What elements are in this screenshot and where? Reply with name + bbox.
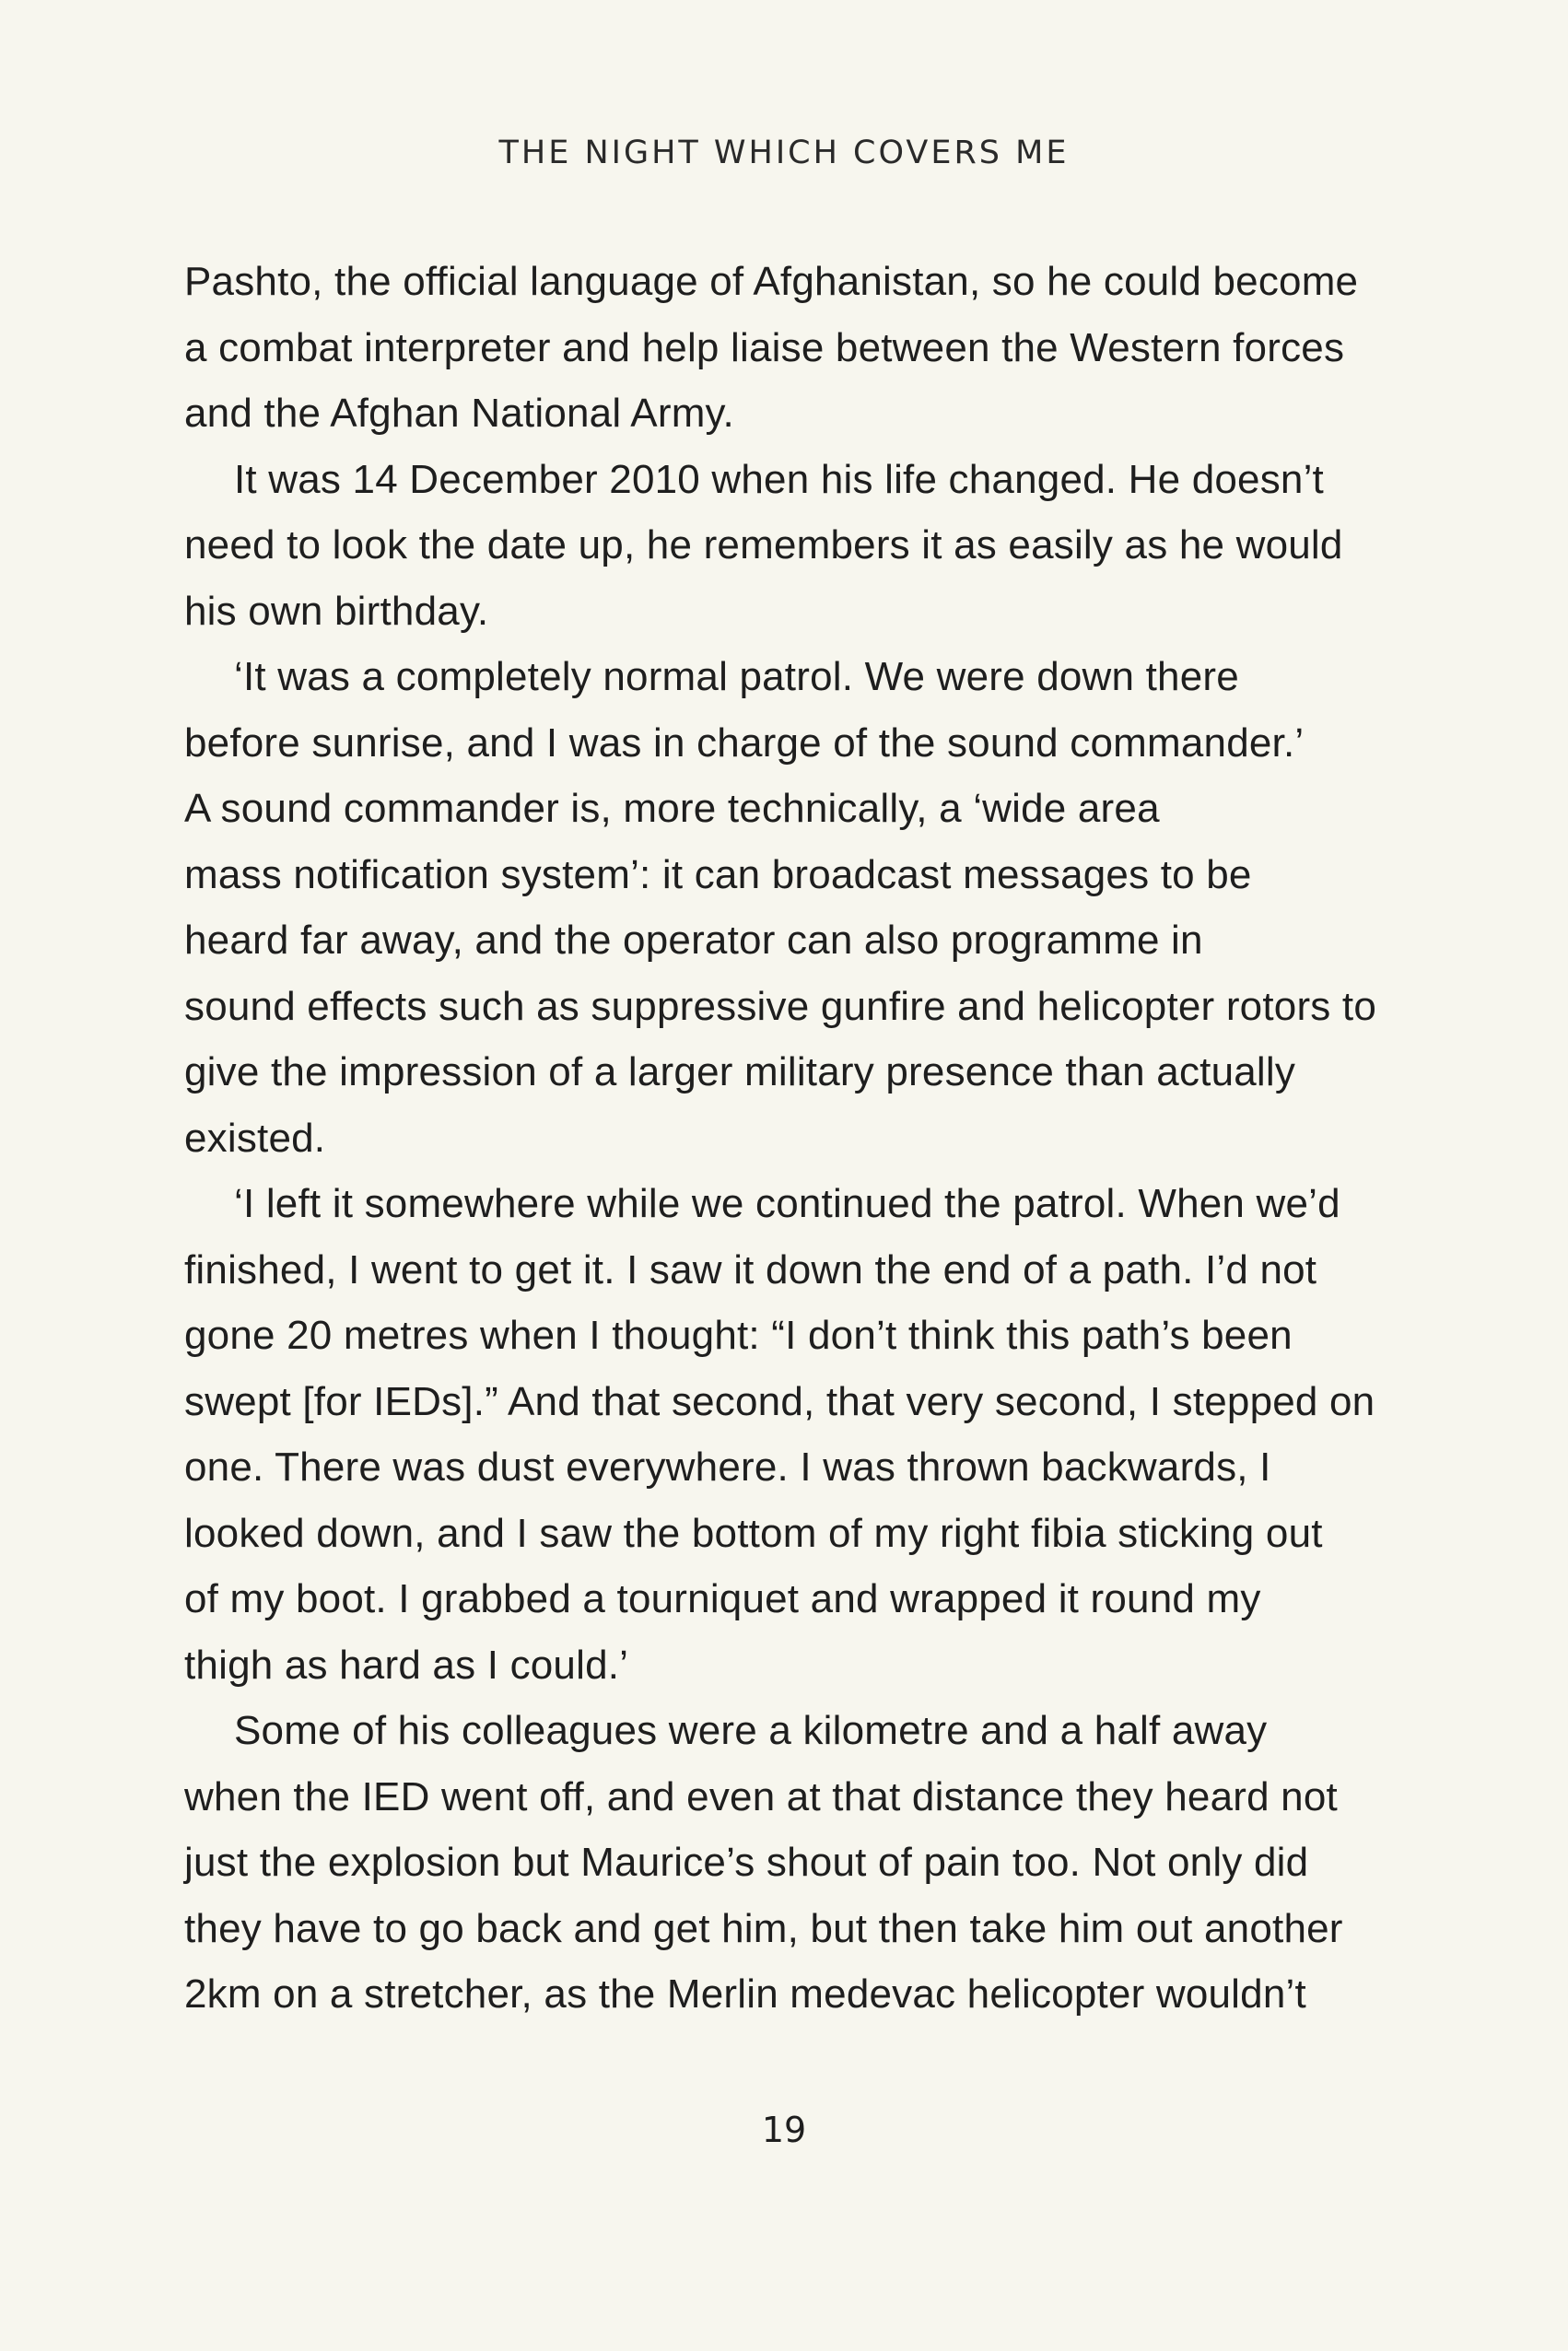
text-line: when the IED went off, and even at that distance they heard not [184, 1773, 1338, 1819]
text-line: looked down, and I saw the bottom of my right fibia sticking out [184, 1510, 1323, 1556]
text-line: sound effects such as suppressive gunfire and helicopter rotors to [184, 983, 1377, 1029]
text-line: and the Afghan National Army. [184, 391, 734, 436]
text-line: give the impression of a larger military presence than actually [184, 1049, 1296, 1094]
text-line: It was 14 December 2010 when his life changed. He doesn’t [234, 456, 1324, 502]
text-line: before sunrise, and I was in charge of the sound commander.’ [184, 719, 1305, 766]
text-line: existed. [184, 1115, 326, 1161]
text-line: thigh as hard as I could.’ [184, 1642, 629, 1688]
text-line: a combat interpreter and help liaise between the Western forces [184, 324, 1345, 370]
body-text [184, 249, 1391, 2028]
text-line: A sound commander is, more technically, a ‘wide area [184, 786, 1160, 831]
running-head: THE NIGHT WHICH COVERS ME [498, 135, 1070, 171]
text-line: ‘I left it somewhere while we continued the patrol. When we’d [234, 1181, 1340, 1226]
text-line: just the explosion but Maurice’s shout of pain too. Not only did [184, 1840, 1309, 1885]
text-line: swept [for IEDs].” And that second, that very second, I stepped on [184, 1378, 1375, 1424]
text-line: ‘It was a completely normal patrol. We were down there [234, 654, 1239, 699]
page-number: 19 [761, 2110, 807, 2150]
text-line: Pashto, the official language of Afghanistan, so he could become [184, 259, 1359, 304]
text-line: his own birthday. [184, 588, 489, 634]
text-line: need to look the date up, he remembers it as easily as he would [184, 522, 1343, 567]
text-line: 2km on a stretcher, as the Merlin medevac helicopter wouldn’t [184, 1971, 1306, 2017]
text-line: finished, I went to get it. I saw it down the end of a path. I’d not [184, 1246, 1317, 1292]
text-line: of my boot. I grabbed a tourniquet and wrapped it round my [184, 1576, 1261, 1621]
text-line: gone 20 metres when I thought: “I don’t think this path’s been [184, 1313, 1293, 1358]
text-line: heard far away, and the operator can also programme in [184, 918, 1203, 963]
text-line: they have to go back and get him, but then take him out another [184, 1905, 1343, 1951]
text-line: Some of his colleagues were a kilometre and a half away [234, 1708, 1268, 1753]
text-line: mass notification system’: it can broadcast messages to be [184, 851, 1252, 897]
text-line: one. There was dust everywhere. I was thrown backwards, I [184, 1445, 1271, 1490]
